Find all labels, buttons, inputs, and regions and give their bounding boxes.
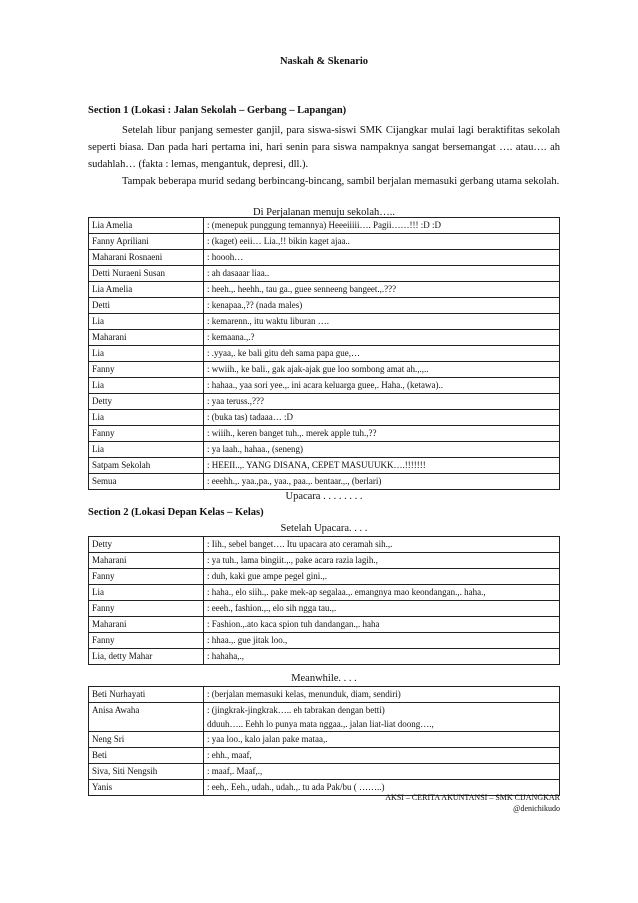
speaker-cell: Lia Amelia [89,282,204,298]
speaker-cell: Satpam Sekolah [89,458,204,474]
speaker-cell: Maharani [89,330,204,346]
line-cell: : kemaana.,.? [204,330,560,346]
speaker-cell: Fanny [89,569,204,585]
dialogue-row [89,362,560,378]
meanwhile-heading: Meanwhile. . . . [291,673,357,684]
dialogue-row [89,687,560,703]
line-cell: : ehh., maaf, [204,748,560,764]
dialogue-row [89,569,560,585]
dialogue-row [89,218,560,234]
dialogue-row [89,442,560,458]
line-cell: : kenapaa.,?? (nada males) [204,298,560,314]
line-cell: : (buka tas) tadaaa… :D [204,410,560,426]
dialogue-table-3 [88,686,560,796]
line-cell: : HEEII..,. YANG DISANA, CEPET MASUUUKK….!!!!!!! [204,458,560,474]
dialogue-table-2 [88,536,560,665]
speaker-cell: Beti Nurhayati [89,687,204,703]
dialogue-row [89,553,560,569]
speaker-cell: Anisa Awaha [89,703,204,732]
speaker-cell: Lia [89,410,204,426]
dialogue-row [89,330,560,346]
line-cell: : eeeh., fashion.,., elo sih ngga tau.,. [204,601,560,617]
dialogue-row [89,394,560,410]
speaker-cell: Fanny [89,633,204,649]
line-cell: : haha., elo siih.,. pake mek-ap segalaa.,. emangnya mao keondangan.,. haha., [204,585,560,601]
line-cell: : (kaget) eeii… Lia.,!! bikin kaget ajaa.. [204,234,560,250]
speaker-cell: Detty [89,537,204,553]
line-text: : (jingkrak-jingkrak….. eh tabrakan dengan betti) [207,705,385,715]
dialogue-row [89,748,560,764]
dialogue-row [89,282,560,298]
document-title: Naskah & Skenario [279,56,369,67]
dialogue-row [89,537,560,553]
dialogue-row [89,378,560,394]
speaker-cell: Fanny [89,362,204,378]
footer-line-2: @denichikudo [513,804,560,813]
speaker-cell: Maharani [89,553,204,569]
line-cell: : hoooh… [204,250,560,266]
line-cell: : eeh,. Eeh., udah., udah.,. tu ada Pak/bu ( ……..) [204,780,560,796]
line-cell: : hhaa.,. gue jitak loo., [204,633,560,649]
speaker-cell: Fanny [89,426,204,442]
line-cell: : (berjalan memasuki kelas, menunduk, diam, sendiri) [204,687,560,703]
dialogue-row [89,601,560,617]
speaker-cell: Maharani [89,617,204,633]
speaker-cell: Lia [89,442,204,458]
dialogue-row [89,764,560,780]
speaker-cell: Lia [89,314,204,330]
dialogue-row [89,250,560,266]
section1-paragraph-2 [88,173,560,190]
line-text-continued: dduuh….. Eehh lo punya mata nggaa.,. jalan liat-liat doong…., [207,719,434,729]
line-cell: : ah dasaaar liaa.. [204,266,560,282]
speaker-cell: Siva, Siti Nengsih [89,764,204,780]
dialogue-row [89,346,560,362]
line-cell: : Fashion.,.ato kaca spion tuh dandangan.,. haha [204,617,560,633]
line-cell: : (menepuk punggung temannya) Heeeiiiii…. Pagii……!!! :D :D [204,218,560,234]
line-cell: : heeh.,. heehh., tau ga., guee senneeng bangeet.,.??? [204,282,560,298]
line-cell: : duh, kaki gue ampe pegel gini.,. [204,569,560,585]
line-cell: : yaa teruss.,??? [204,394,560,410]
line-cell: : wwiih., ke bali., gak ajak-ajak gue loo sombong amat ah.,.,.. [204,362,560,378]
line-cell: : hahaha,., [204,649,560,665]
line-cell: : yaa loo., kalo jalan pake mataa,. [204,732,560,748]
scene-heading-1: Di Perjalanan menuju sekolah….. [252,207,395,218]
line-cell: : ya laah., hahaa., (seneng) [204,442,560,458]
dialogue-row [89,458,560,474]
dialogue-row [89,633,560,649]
dialogue-row [89,732,560,748]
dialogue-row [89,474,560,490]
speaker-cell: Lia [89,585,204,601]
speaker-cell: Neng Sri [89,732,204,748]
line-cell: : eeehh.,. yaa.,pa., yaa., paa.,. bentaar.,., (berlari) [204,474,560,490]
speaker-cell: Lia [89,346,204,362]
line-cell: : hahaa., yaa sori yee.,. ini acara keluarga guee,. Haha., (ketawa).. [204,378,560,394]
line-cell: : kemarenn., itu waktu liburan …. [204,314,560,330]
speaker-cell: Lia [89,378,204,394]
line-cell: : wiiih., keren banget tuh.,. merek apple tuh.,?? [204,426,560,442]
dialogue-row [89,234,560,250]
dialogue-row [89,266,560,282]
footer-line-1: AKSI – CERITA AKUNTANSI – SMK CIJANGKAR [385,793,560,802]
speaker-cell: Yanis [89,780,204,796]
upacara-heading: Upacara . . . . . . . . [285,491,363,502]
speaker-cell: Fanny Apriliani [89,234,204,250]
dialogue-row [89,585,560,601]
speaker-cell: Maharani Rosnaeni [89,250,204,266]
dialogue-row [89,314,560,330]
dialogue-row [89,410,560,426]
section1-heading: Section 1 (Lokasi : Jalan Sekolah – Gerbang – Lapangan) [88,105,347,116]
scene-heading-2: Setelah Upacara. . . . [280,523,368,534]
speaker-cell: Detty [89,394,204,410]
dialogue-row [89,617,560,633]
speaker-cell: Detti [89,298,204,314]
line-cell: : .yyaa,. ke bali gitu deh sama papa gue,… [204,346,560,362]
speaker-cell: Lia Amelia [89,218,204,234]
dialogue-row [89,703,560,732]
speaker-cell: Lia, detty Mahar [89,649,204,665]
line-cell [204,703,560,732]
speaker-cell: Semua [89,474,204,490]
dialogue-row [89,298,560,314]
dialogue-table-1 [88,217,560,490]
section1-paragraph-1-text: Setelah libur panjang semester ganjil, para siswa-siswi SMK Cijangkar mulai lagi beraktifitas sekolah seperti biasa. Dan pada hari pertama ini, hari senin para siswa nampaknya sangat bersemangat …. atau…. ah sudahlah… (fakta : lemas, mengantuk, depresi, dll.). [88,125,560,170]
speaker-cell: Detti Nuraeni Susan [89,266,204,282]
dialogue-row [89,426,560,442]
line-cell: : Iih., sebel banget…. Itu upacara ato ceramah sih.,. [204,537,560,553]
line-cell: : maaf,. Maaf,., [204,764,560,780]
section1-paragraph-2-text: Tampak beberapa murid sedang berbincang-bincang, sambil berjalan memasuki gerbang utama sekolah. [122,176,560,187]
section2-heading: Section 2 (Lokasi Depan Kelas – Kelas) [88,507,264,518]
speaker-cell: Beti [89,748,204,764]
dialogue-row [89,649,560,665]
line-cell: : ya tuh., lama bingiit.,., pake acara razia lagih., [204,553,560,569]
footer [385,792,560,814]
speaker-cell: Fanny [89,601,204,617]
section1-paragraph-1 [88,122,560,173]
